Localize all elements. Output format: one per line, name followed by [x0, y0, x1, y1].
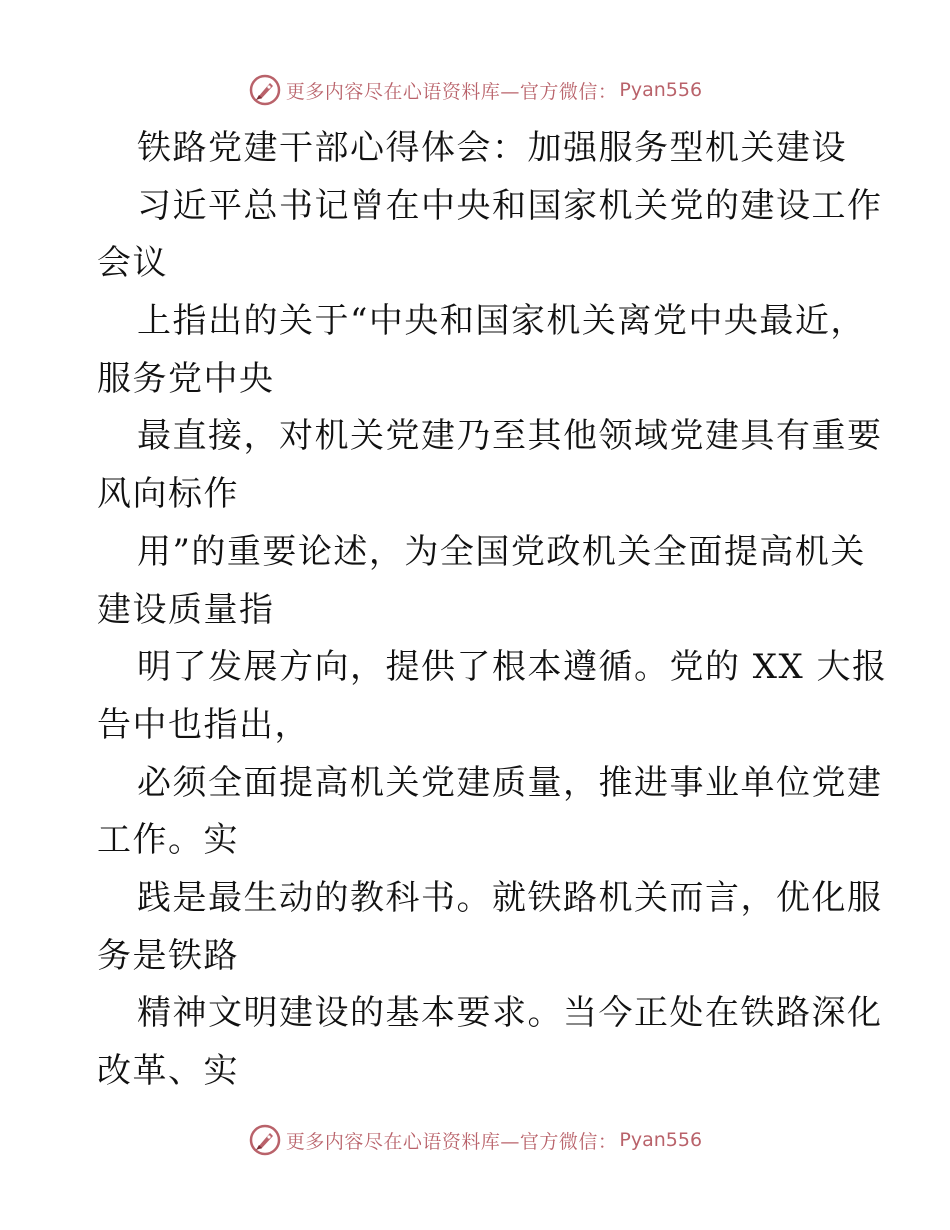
- text-line: 服务党中央: [97, 358, 275, 399]
- text-line: 践是最生动的教科书。就铁路机关而言，优化服: [137, 877, 883, 918]
- text-line: 风向标作: [97, 474, 239, 515]
- document-body: [97, 120, 888, 1101]
- text-line: 最直接，对机关党建乃至其他领域党建具有重要: [137, 416, 883, 457]
- text-line: 用”的重要论述，为全国党政机关全面提高机关: [137, 531, 866, 572]
- text-line: 精神文明建设的基本要求。当今正处在铁路深化: [137, 993, 883, 1034]
- text-line: 铁路党建干部心得体会：加强服务型机关建设: [137, 128, 847, 168]
- watermark-footer: [0, 1120, 950, 1160]
- text-line: 明了发展方向，提供了根本遵循。党的 XX 大报: [137, 647, 888, 688]
- watermark-text: 更多内容尽在心语资料库—官方微信：: [285, 80, 618, 103]
- text-line: 建设质量指: [97, 589, 275, 630]
- fountain-pen-logo-icon: [248, 73, 282, 107]
- fountain-pen-logo-icon: [248, 1123, 282, 1157]
- watermark-wechat-id: Pyan556: [619, 1129, 703, 1151]
- text-line: 习近平总书记曾在中央和国家机关党的建设工作: [137, 185, 883, 226]
- text-line: 会议: [97, 243, 168, 284]
- watermark-wechat-id: Pyan556: [619, 79, 703, 101]
- text-line: 必须全面提高机关党建质量，推进事业单位党建: [137, 762, 883, 803]
- watermark-header: [0, 70, 950, 110]
- text-line: 工作。实: [97, 820, 239, 861]
- text-line: 改革、实: [97, 1051, 239, 1091]
- text-line: 上指出的关于“中央和国家机关离党中央最近，: [137, 301, 866, 342]
- text-line: 务是铁路: [97, 935, 239, 976]
- watermark-text: 更多内容尽在心语资料库—官方微信：: [285, 1130, 618, 1153]
- text-line: 告中也指出，: [97, 704, 310, 745]
